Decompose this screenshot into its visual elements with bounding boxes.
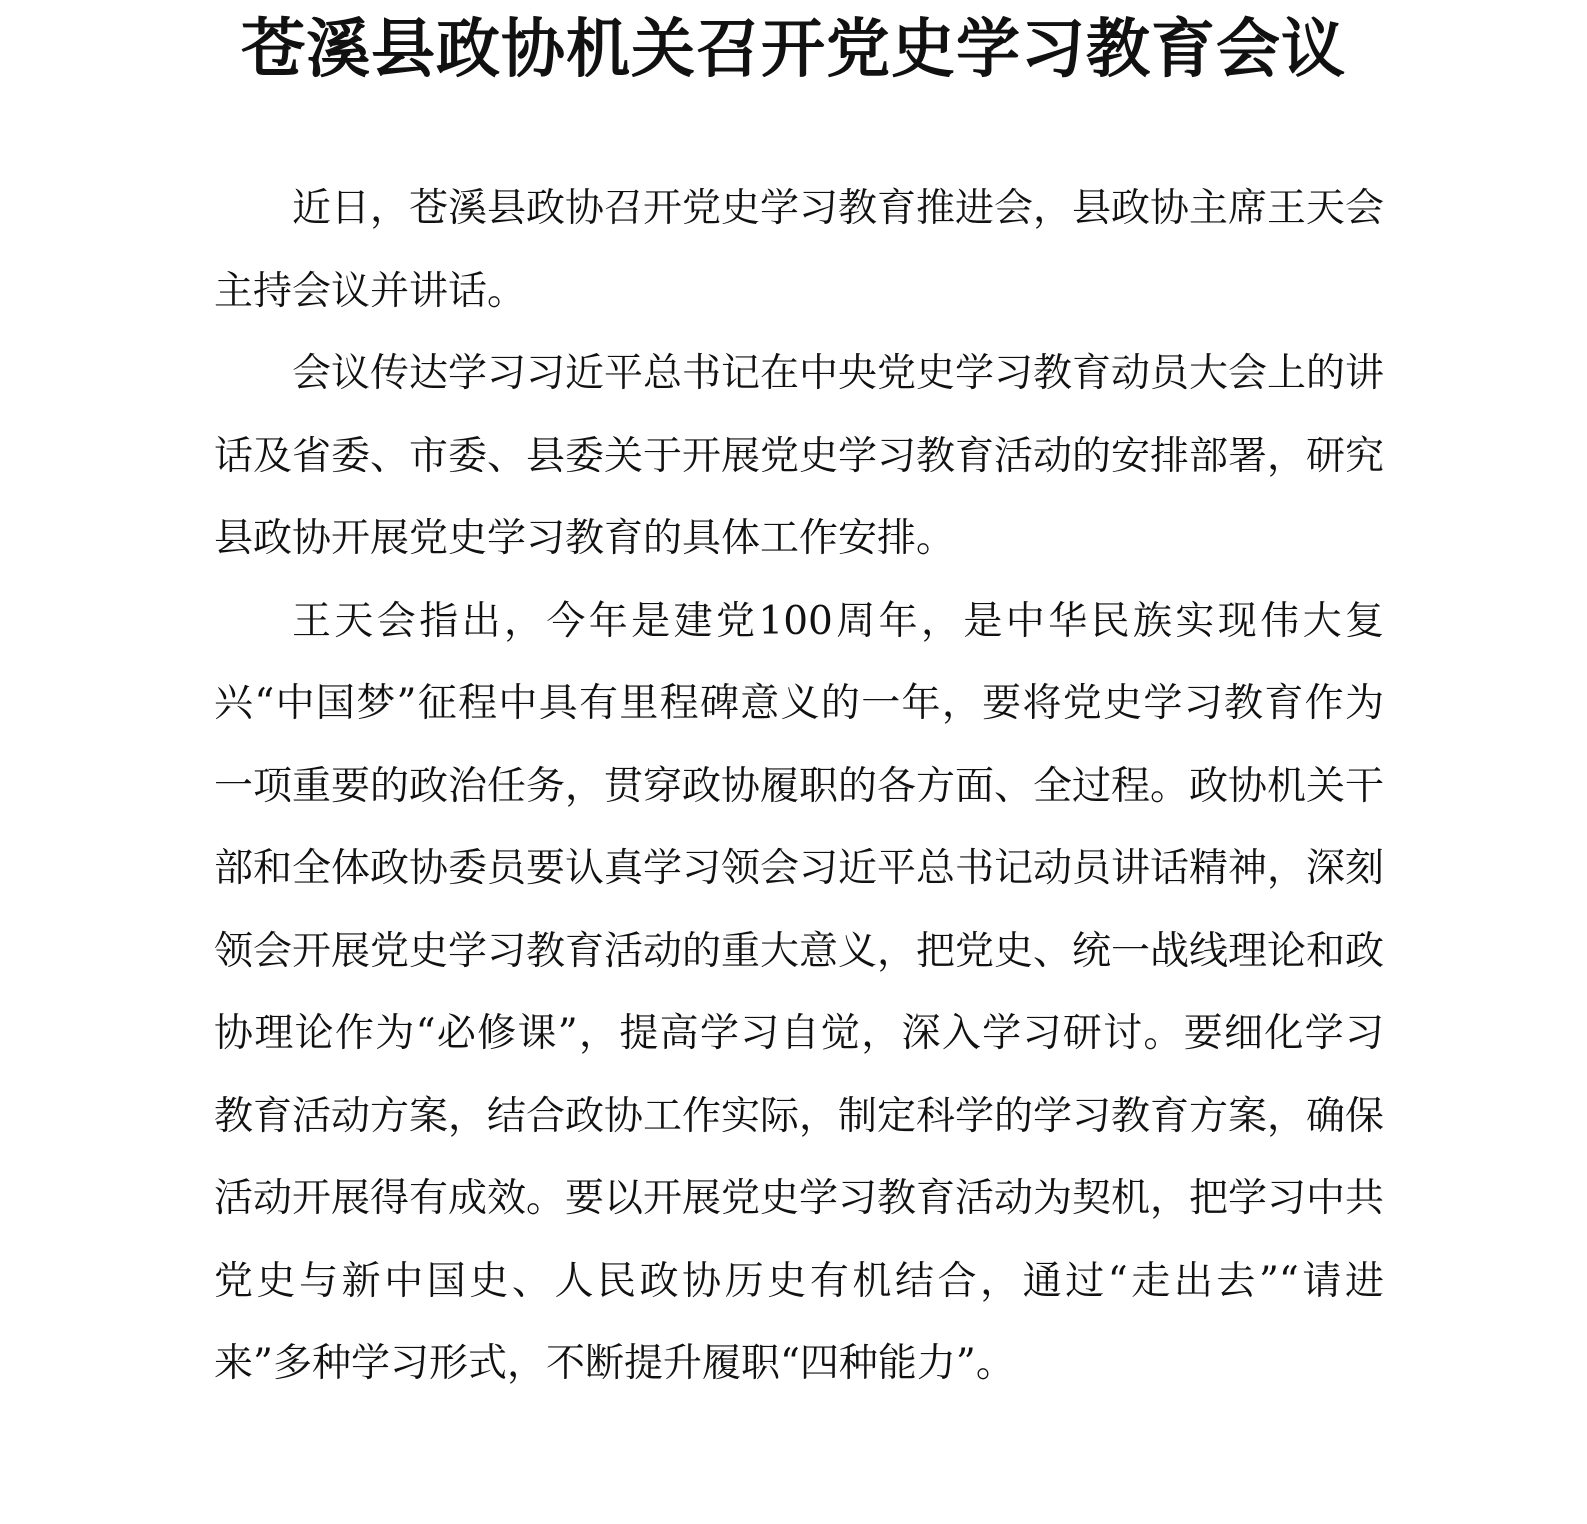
article-title: 苍溪县政协机关召开党史学习教育会议 <box>241 12 1346 87</box>
article-body <box>214 168 1384 1406</box>
paragraph-3: 王天会指出，今年是建党100周年，是中华民族实现伟大复兴“中国梦”征程中具有里程碑意义的一年，要将党史学习教育作为一项重要的政治任务，贯穿政协履职的各方面、全过程。政协机关干部和全体政协委员要认真学习领会习近平总书记动员讲话精神，深刻领会开展党史学习教育活动的重大意义，把党史、统一战线理论和政协理论作为“必修课”，提高学习自觉，深入学习研讨。要细化学习教育活动方案，结合政协工作实际，制定科学的学习教育方案，确保活动开展得有成效。要以开展党史学习教育活动为契机，把学习中共党史与新中国史、人民政协历史有机结合，通过“走出去”“请进来”多种学习形式，不断提升履职“四种能力”。 <box>214 598 1385 1386</box>
paragraph-2: 会议传达学习习近平总书记在中央党史学习教育动员大会上的讲话及省委、市委、县委关于开展党史学习教育活动的安排部署，研究县政协开展党史学习教育的具体工作安排。 <box>214 351 1385 561</box>
paragraph-1: 近日，苍溪县政协召开党史学习教育推进会，县政协主席王天会主持会议并讲话。 <box>214 186 1385 314</box>
